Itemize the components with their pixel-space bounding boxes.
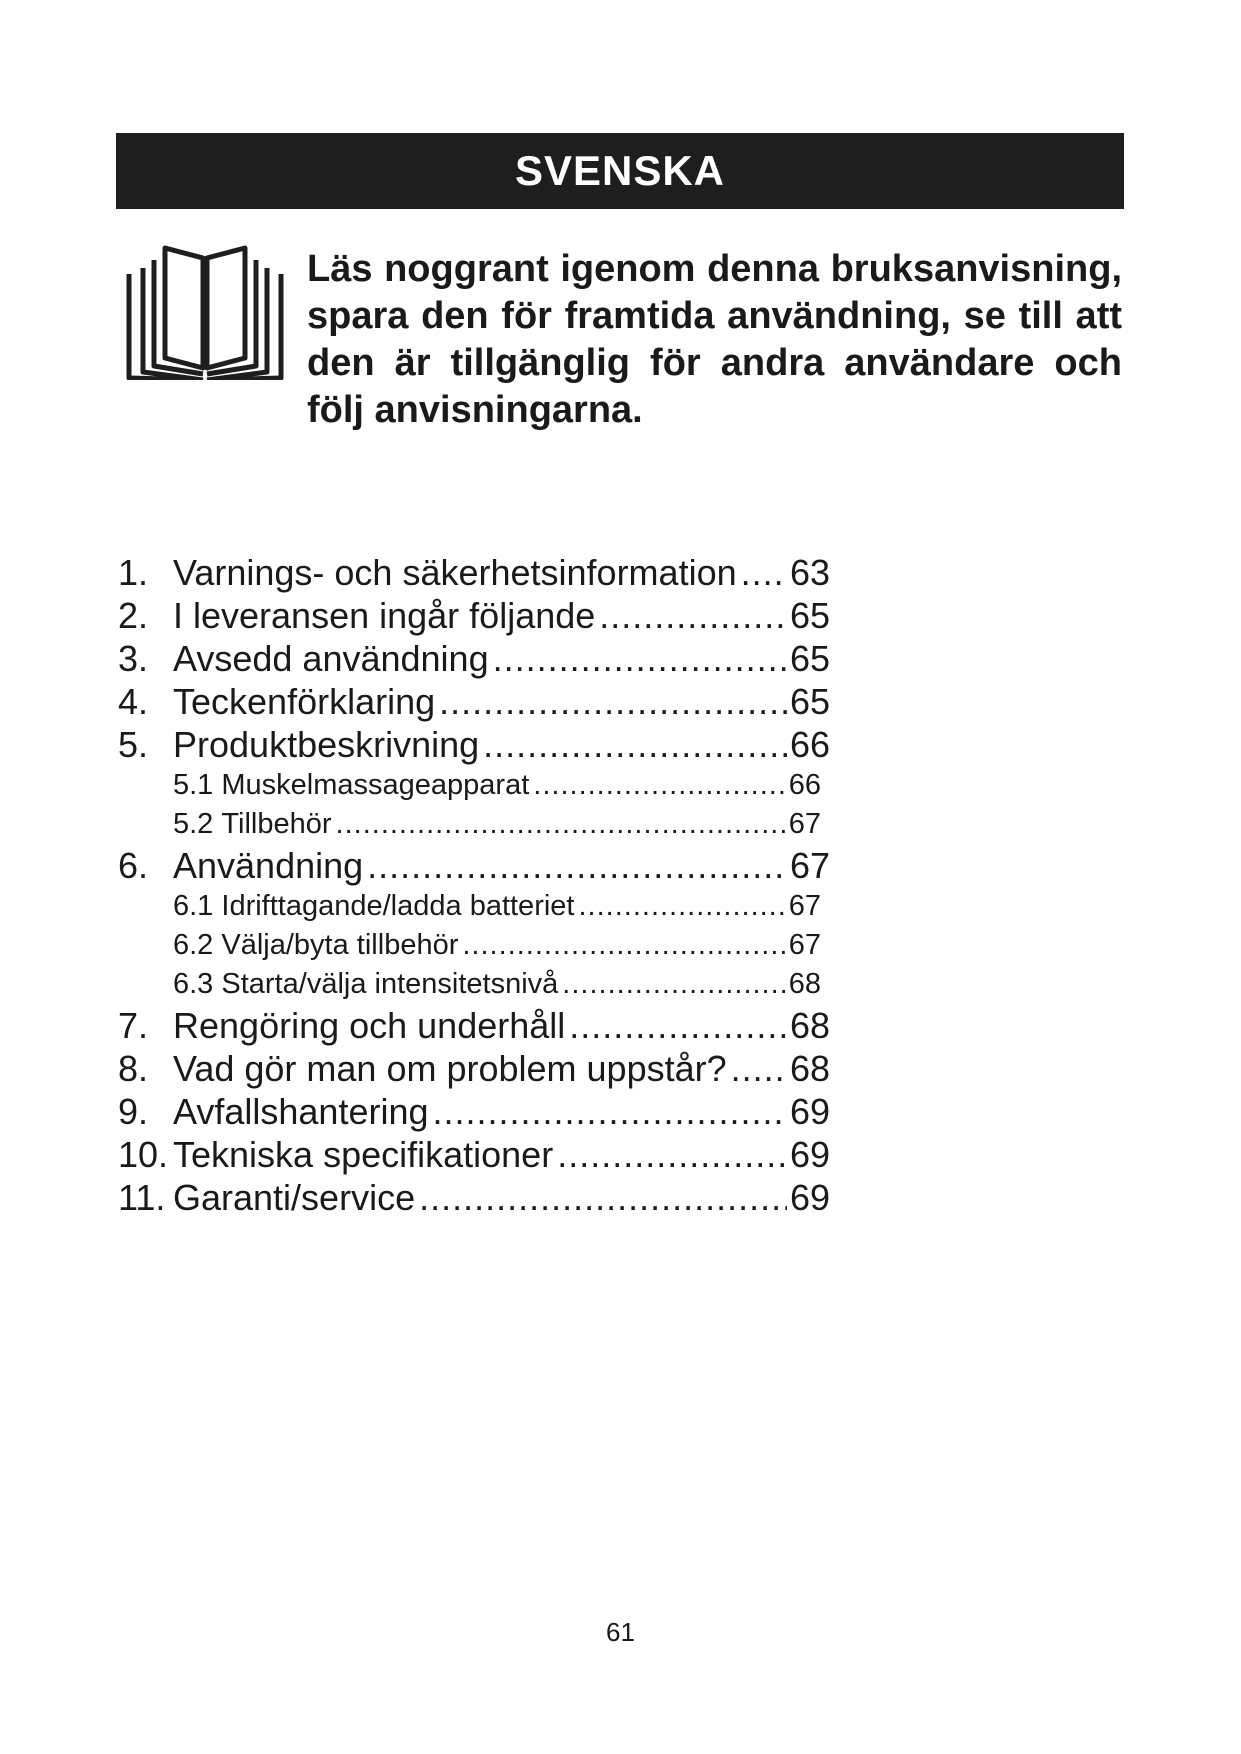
toc-item[interactable] xyxy=(118,637,830,680)
toc-subitem-label: Starta/välja intensitetsnivå xyxy=(221,968,559,1000)
toc-subitem-page: 66 xyxy=(788,769,821,801)
toc-subitem-label: Idrifttagande/ladda batteriet xyxy=(221,890,575,922)
toc-item-label: I leveransen ingår följande xyxy=(173,595,596,636)
toc-item[interactable] xyxy=(118,1004,830,1047)
toc-item[interactable] xyxy=(118,1090,830,1133)
intro-instructions: Läs noggrant igenom denna bruksanvisning, spara den för framtida användning, se till att den är tillgänglig för andra användare och följ anvisningarna. xyxy=(307,248,1122,431)
toc-item-number: 11. xyxy=(118,1177,166,1218)
toc-item-label: Tekniska specifikationer xyxy=(173,1134,554,1175)
toc-subitem-page: 67 xyxy=(788,890,821,922)
toc-item-label: Vad gör man om problem uppstår? xyxy=(173,1048,727,1089)
toc-item-number: 4. xyxy=(118,681,149,722)
page-number: 61 xyxy=(606,1617,635,1647)
toc-leader-dots xyxy=(569,1004,787,1047)
toc-leader-dots xyxy=(731,1047,787,1090)
toc-item-number: 1. xyxy=(118,552,149,593)
toc-item-page: 68 xyxy=(789,1005,830,1046)
toc-subitem-label: Tillbehör xyxy=(221,808,332,840)
toc-item-number: 2. xyxy=(118,595,149,636)
toc-leader-dots xyxy=(462,926,785,965)
toc-leader-dots xyxy=(336,805,786,844)
toc-item-page: 65 xyxy=(789,681,830,722)
toc-leader-dots xyxy=(562,965,785,1004)
language-header xyxy=(116,133,1124,209)
toc-leader-dots xyxy=(439,680,787,723)
toc-item[interactable] xyxy=(118,844,830,887)
toc-item-number: 5. xyxy=(118,724,149,765)
language-title: SVENSKA xyxy=(514,147,726,194)
toc-subitem-page: 67 xyxy=(788,929,821,961)
table-of-contents xyxy=(118,551,848,1219)
toc-item-page: 68 xyxy=(789,1048,830,1089)
toc-leader-dots xyxy=(419,1176,787,1219)
toc-leader-dots xyxy=(493,637,787,680)
toc-item-page: 69 xyxy=(789,1177,830,1218)
toc-leader-dots xyxy=(533,766,785,805)
toc-item-page: 69 xyxy=(789,1134,830,1175)
toc-item-label: Produktbeskrivning xyxy=(173,724,480,765)
toc-item-page: 66 xyxy=(789,724,830,765)
toc-item-number: 6. xyxy=(118,845,149,886)
toc-subitem[interactable] xyxy=(118,805,821,844)
toc-item[interactable] xyxy=(118,1133,830,1176)
toc-subitem-number: 5.1 xyxy=(173,769,214,801)
toc-item[interactable] xyxy=(118,1176,830,1219)
toc-leader-dots xyxy=(483,723,787,766)
open-book-icon xyxy=(124,242,286,380)
toc-subitem-page: 68 xyxy=(788,968,821,1000)
toc-subitem-number: 6.2 xyxy=(173,929,214,961)
toc-item-number: 3. xyxy=(118,638,149,679)
toc-item-number: 9. xyxy=(118,1091,149,1132)
toc-leader-dots xyxy=(578,887,785,926)
toc-subitem-label: Välja/byta tillbehör xyxy=(221,929,459,961)
toc-subitem-number: 6.1 xyxy=(173,890,214,922)
toc-item-label: Avsedd användning xyxy=(173,638,489,679)
toc-item[interactable] xyxy=(118,551,830,594)
toc-item[interactable] xyxy=(118,680,830,723)
toc-subitem-number: 5.2 xyxy=(173,808,214,840)
toc-subitem[interactable] xyxy=(118,965,821,1004)
toc-item-label: Garanti/service xyxy=(173,1177,416,1218)
toc-subitem[interactable] xyxy=(118,766,821,805)
toc-item-number: 8. xyxy=(118,1048,149,1089)
toc-leader-dots xyxy=(599,594,787,637)
toc-subitem-label: Muskelmassageapparat xyxy=(221,769,530,801)
toc-item-page: 65 xyxy=(789,595,830,636)
toc-item[interactable] xyxy=(118,723,830,766)
toc-item-page: 69 xyxy=(789,1091,830,1132)
toc-item-label: Användning xyxy=(173,845,364,886)
toc-item[interactable] xyxy=(118,594,830,637)
toc-item-label: Avfallshantering xyxy=(173,1091,429,1132)
toc-item-number: 7. xyxy=(118,1005,149,1046)
toc-subitem[interactable] xyxy=(118,926,821,965)
toc-subitem-number: 6.3 xyxy=(173,968,214,1000)
toc-item-page: 67 xyxy=(789,845,830,886)
toc-item[interactable] xyxy=(118,1047,830,1090)
toc-leader-dots xyxy=(557,1133,787,1176)
toc-item-label: Rengöring och underhåll xyxy=(173,1005,566,1046)
toc-item-page: 65 xyxy=(789,638,830,679)
toc-item-label: Teckenförklaring xyxy=(173,681,436,722)
toc-item-page: 63 xyxy=(789,552,830,593)
toc-subitem[interactable] xyxy=(118,887,821,926)
toc-item-label: Varnings- och säkerhetsinformation xyxy=(173,552,737,593)
toc-subitem-page: 67 xyxy=(788,808,821,840)
toc-leader-dots xyxy=(741,551,787,594)
toc-leader-dots xyxy=(367,844,787,887)
toc-item-number: 10. xyxy=(118,1134,169,1175)
toc-leader-dots xyxy=(433,1090,787,1133)
